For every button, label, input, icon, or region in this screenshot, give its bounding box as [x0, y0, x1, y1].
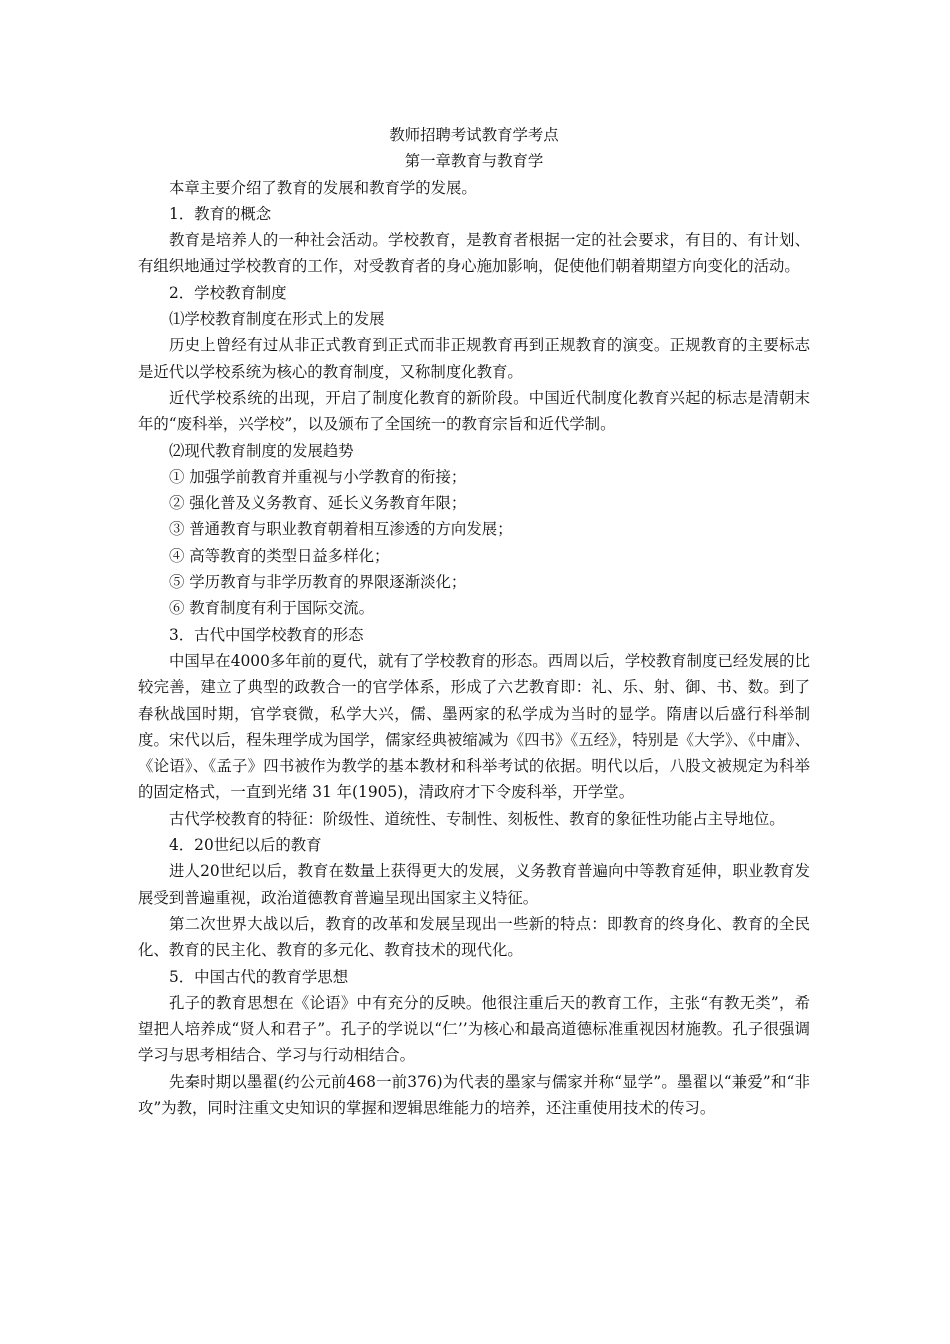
paragraph: 第二次世界大战以后，教育的改革和发展呈现出一些新的特点：即教育的终身化、教育的全民化、教育的民主化、教育的多元化、教育技术的现代化。: [138, 914, 810, 960]
paragraph: 中国早在4000多年前的夏代，就有了学校教育的形态。西周以后，学校教育制度已经发展的比较完善，建立了典型的政教合一的官学体系，形成了六艺教育即：礼、乐、射、御、书、数。到了春秋战国时期，官学衰微，私学大兴，儒、墨两家的私学成为当时的显学。隋唐以后盛行科举制度。宋代以后，程朱理学成为国学，儒家经典被缩减为《四书》《五经》，特别是《大学》、《中庸》、《论语》、《孟子》四书被作为教学的基本教材和科举考试的依据。明代以后，八股文被规定为科举的固定格式，一直到光绪 31 年(1905)，清政府才下令废科举，开学堂。: [138, 651, 810, 802]
chapter-intro: 本章主要介绍了教育的发展和教育学的发展。: [169, 178, 477, 197]
section-heading: 2．学校教育制度: [169, 283, 287, 302]
paragraph: 古代学校教育的特征：阶级性、道统性、专制性、刻板性、教育的象征性功能占主导地位。: [169, 809, 785, 828]
paragraph: 先秦时期以墨翟(约公元前468一前376)为代表的墨家与儒家并称“显学”。墨翟以“兼爱”和“非攻”为教，同时注重文史知识的掌握和逻辑思维能力的培养，还注重使用技术的传习。: [138, 1072, 810, 1117]
list-item: ① 加强学前教育并重视与小学教育的衔接；: [169, 467, 467, 486]
chapter-heading: 第一章教育与教育学: [404, 152, 544, 171]
list-item: ③ 普通教育与职业教育朝着相互渗透的方向发展；: [169, 520, 513, 539]
list-item: ④ 高等教育的类型日益多样化；: [169, 546, 390, 565]
paragraph: 教育是培养人的一种社会活动。学校教育，是教育者根据一定的社会要求，有目的、有计划、有组织地通过学校教育的工作，对受教育者的身心施加影响，促使他们朝着期望方向变化的活动。: [138, 231, 810, 276]
list-item: ⑤ 学历教育与非学历教育的界限逐渐淡化；: [169, 573, 467, 592]
subsection-heading: ⑵现代教育制度的发展趋势: [169, 441, 354, 460]
paragraph: 近代学校系统的出现，开启了制度化教育的新阶段。中国近代制度化教育兴起的标志是清朝末年的“废科举，兴学校”，以及颁布了全国统一的教育宗旨和近代学制。: [138, 388, 810, 434]
section-heading: 4．20世纪以后的教育: [169, 836, 322, 855]
section-heading: 1．教育的概念: [169, 204, 272, 223]
paragraph: 历史上曾经有过从非正式教育到正式而非正规教育再到正规教育的演变。正规教育的主要标志是近代以学校系统为核心的教育制度，又称制度化教育。: [138, 336, 810, 381]
list-item: ② 强化普及义务教育、延长义务教育年限；: [169, 494, 467, 513]
document-body: [138, 122, 810, 1121]
paragraph: 进人20世纪以后，教育在数量上获得更大的发展，义务教育普遍向中等教育延伸，职业教育发展受到普遍重视，政治道德教育普遍呈现出国家主义特征。: [138, 862, 810, 907]
list-item: ⑥ 教育制度有利于国际交流。: [169, 599, 374, 618]
subsection-heading: ⑴学校教育制度在形式上的发展: [169, 310, 385, 329]
paragraph: 孔子的教育思想在《论语》中有充分的反映。他很注重后天的教育工作，主张“有教无类”，希望把人培养成“贤人和君子”。孔子的学说以“仁’’为核心和最高道德标准重视因材施教。孔子很强调学习与思考相结合、学习与行动相结合。: [138, 993, 810, 1065]
document-title: 教师招聘考试教育学考点: [389, 126, 559, 144]
section-heading: 3．古代中国学校教育的形态: [169, 625, 364, 644]
section-heading: 5．中国古代的教育学思想: [169, 967, 349, 986]
